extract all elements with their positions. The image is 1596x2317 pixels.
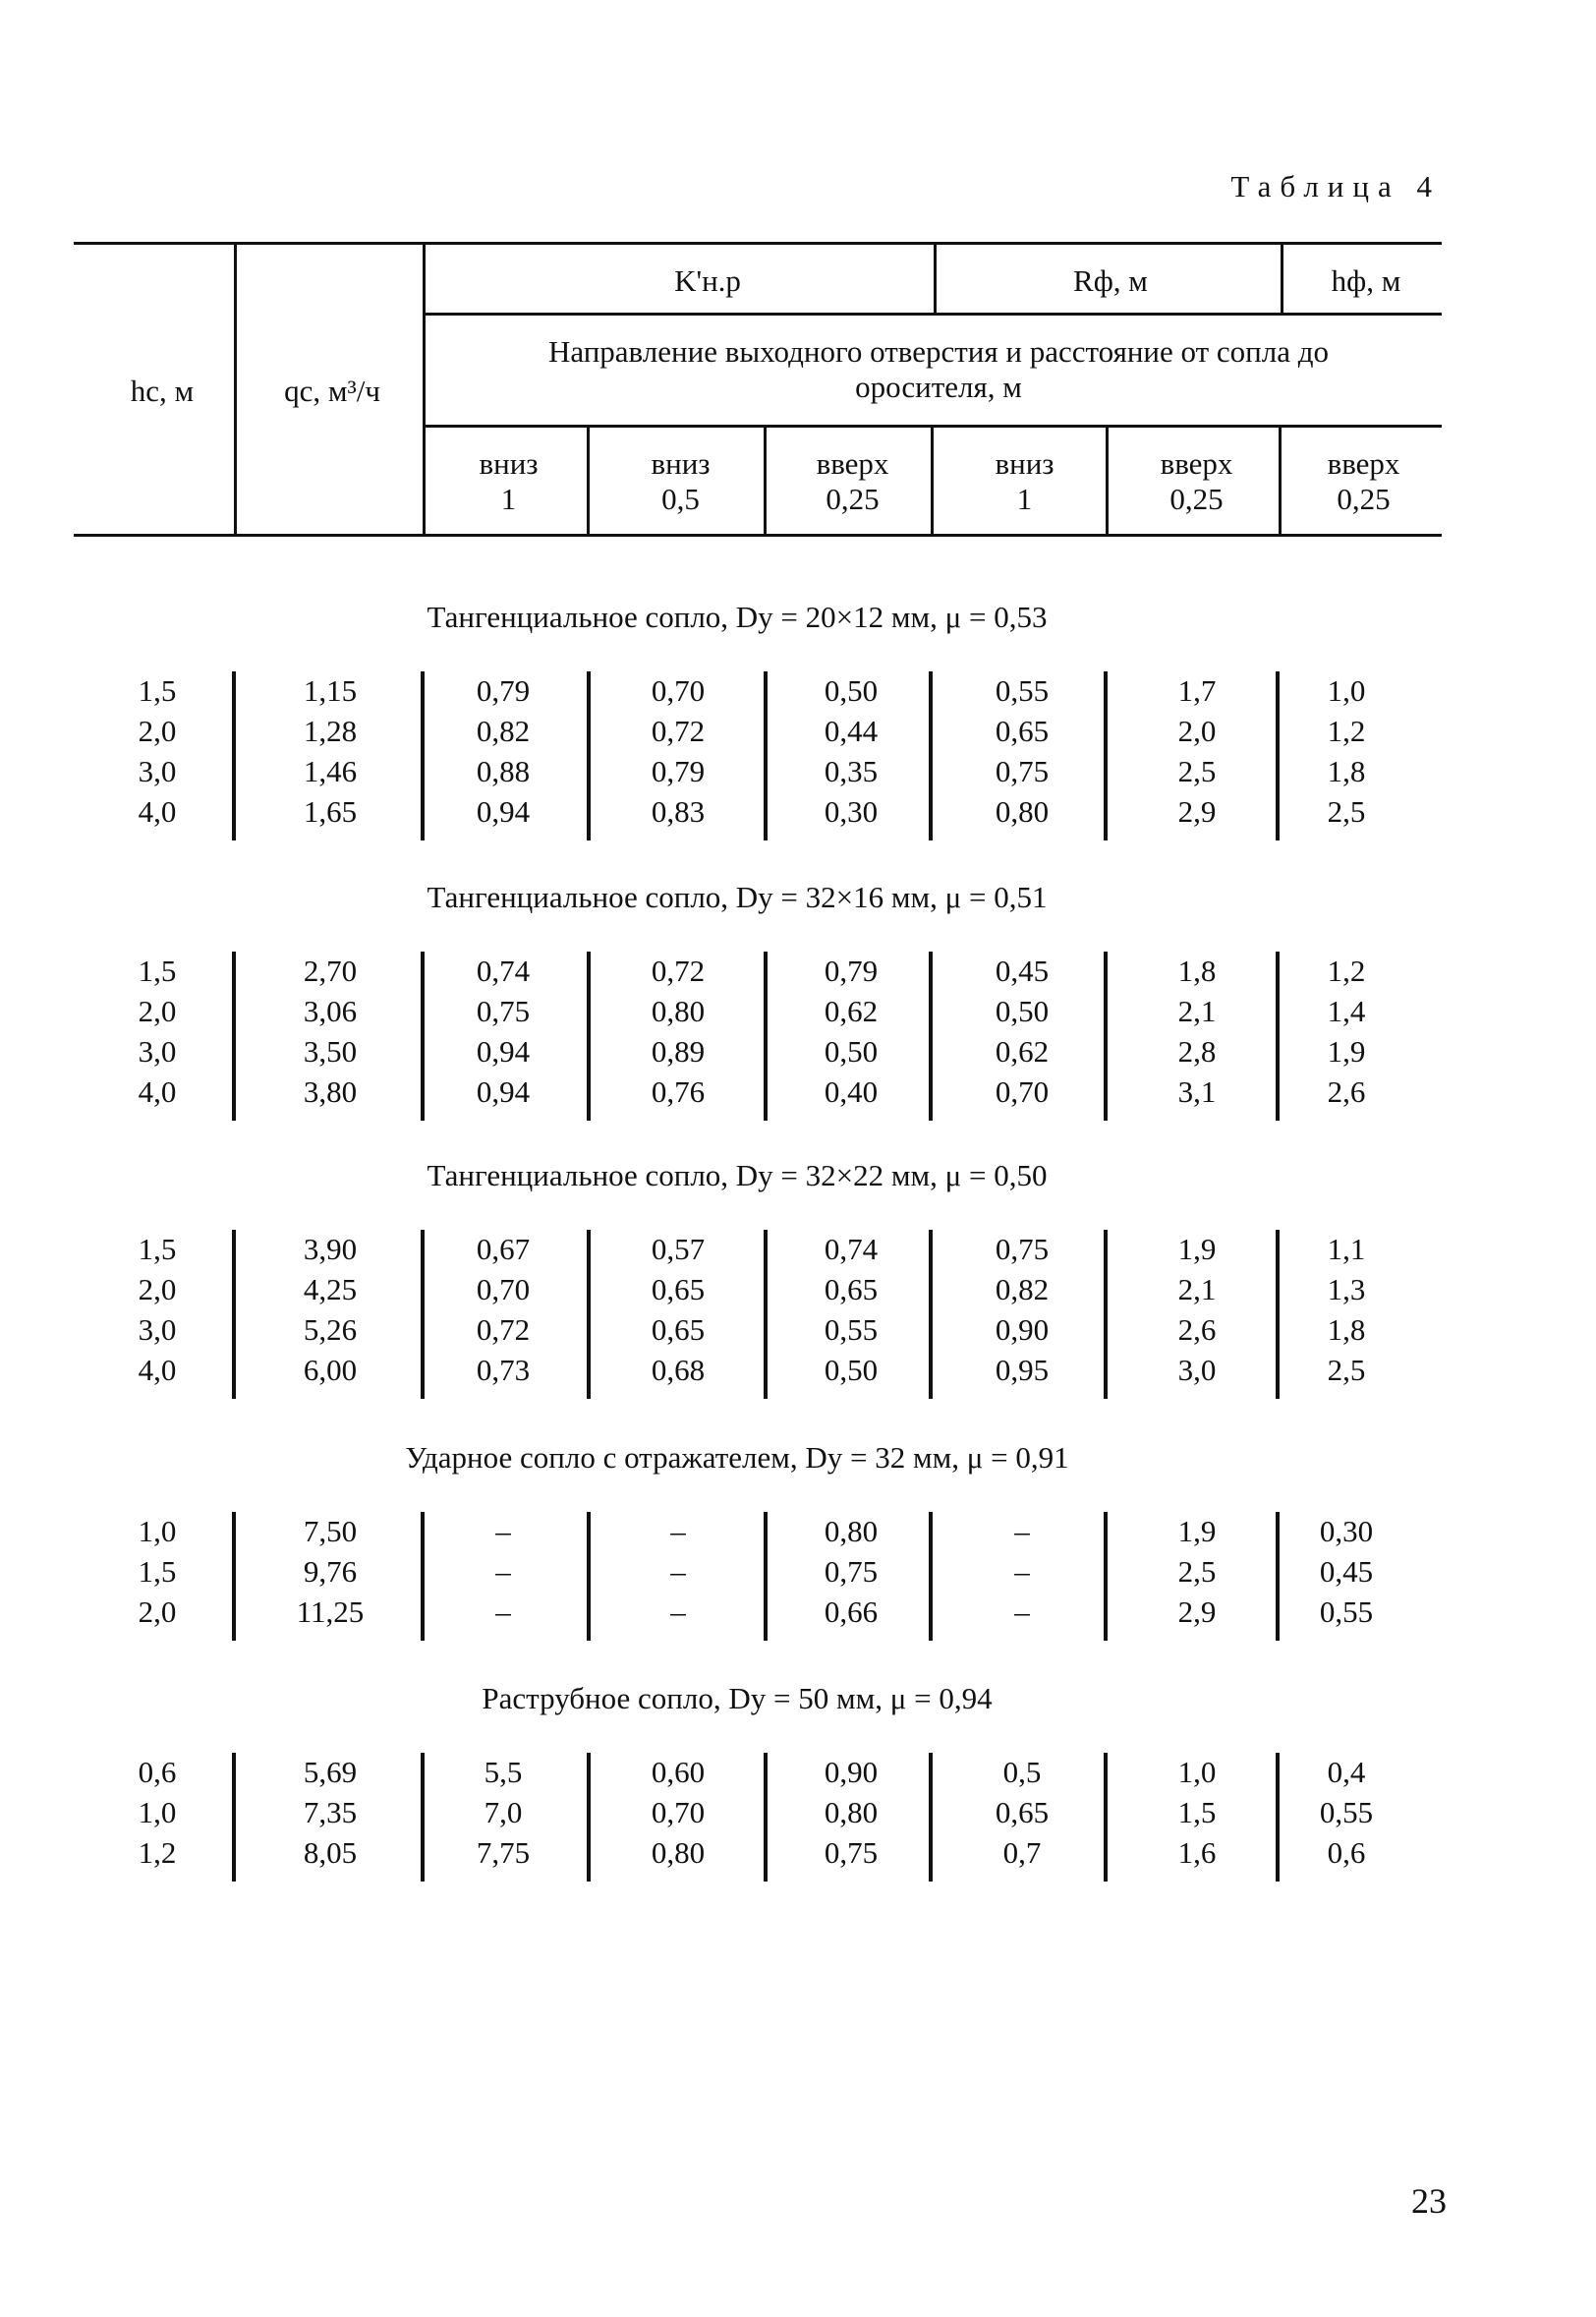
column-divider <box>587 1753 591 1882</box>
table-cell: 0,70 <box>995 1074 1050 1109</box>
table-cell: 2,9 <box>1177 794 1217 829</box>
table-cell: 0,73 <box>476 1353 531 1387</box>
table-cell: 0,57 <box>651 1232 706 1266</box>
header-vline-5 <box>587 425 590 537</box>
sub-header-1-dir: вниз <box>479 446 539 481</box>
table-cell: 8,05 <box>303 1835 358 1870</box>
table-cell: 2,8 <box>1177 1034 1217 1069</box>
column-divider <box>421 1230 425 1399</box>
table-cell: – <box>1014 1514 1030 1548</box>
table-cell: 0,4 <box>1327 1755 1366 1789</box>
table-cell: 7,0 <box>484 1795 523 1829</box>
column-divider <box>421 1512 425 1641</box>
table-cell: 7,50 <box>303 1514 358 1548</box>
column-divider <box>1276 1230 1280 1399</box>
sub-header-5-dir: вверх <box>1160 446 1233 481</box>
table-cell: 0,76 <box>651 1074 706 1109</box>
table-cell: 1,5 <box>138 1232 177 1266</box>
table-cell: 1,0 <box>1177 1755 1217 1789</box>
table-cell: 3,0 <box>1177 1353 1217 1387</box>
table-cell: 0,65 <box>651 1312 706 1347</box>
table-cell: 1,9 <box>1177 1232 1217 1266</box>
header-vline-9 <box>1279 425 1282 537</box>
table-cell: 0,6 <box>138 1755 177 1789</box>
header-vline-6 <box>764 425 767 537</box>
column-divider <box>764 952 768 1121</box>
table-cell: 1,2 <box>1327 954 1366 988</box>
page-number: 23 <box>1411 2181 1447 2221</box>
column-divider <box>1104 1512 1108 1641</box>
table-cell: 2,9 <box>1177 1594 1217 1629</box>
table-cell: 11,25 <box>296 1594 365 1629</box>
table-cell: 1,6 <box>1177 1835 1217 1870</box>
table-cell: 1,28 <box>303 714 358 748</box>
sub-header-3 <box>781 446 924 517</box>
header-hc: hс, м <box>130 374 195 408</box>
table-cell: 9,76 <box>303 1554 358 1589</box>
table-cell: 1,0 <box>138 1514 177 1548</box>
table-cell: 1,4 <box>1327 994 1366 1028</box>
table-cell: 0,80 <box>651 1835 706 1870</box>
table-cell: – <box>495 1554 511 1589</box>
table-cell: 0,72 <box>651 954 706 988</box>
table-cell: 0,72 <box>651 714 706 748</box>
header-vline-4 <box>1281 242 1283 315</box>
table-cell: 0,75 <box>824 1554 879 1589</box>
table-cell: – <box>670 1514 686 1548</box>
table-cell: 0,62 <box>995 1034 1050 1069</box>
table-cell: – <box>495 1594 511 1629</box>
column-divider <box>421 671 425 840</box>
table-cell: 2,70 <box>303 954 358 988</box>
table-cell: 0,55 <box>1319 1795 1374 1829</box>
table-cell: 3,80 <box>303 1074 358 1109</box>
sub-header-6-dir: вверх <box>1327 446 1400 481</box>
table-cell: 1,1 <box>1327 1232 1366 1266</box>
table-cell: 1,46 <box>303 754 358 788</box>
table-cell: 1,0 <box>1327 673 1366 708</box>
column-divider <box>587 1230 591 1399</box>
table-cell: 0,75 <box>824 1835 879 1870</box>
table-cell: 3,50 <box>303 1034 358 1069</box>
table-cell: 0,90 <box>824 1755 879 1789</box>
header-top-rule <box>74 242 1442 245</box>
sub-header-2-dist: 0,5 <box>661 482 700 516</box>
sub-header-6 <box>1292 446 1435 517</box>
header-qc: qс, м³/ч <box>284 374 380 408</box>
column-divider <box>232 1753 236 1882</box>
table-cell: 3,90 <box>303 1232 358 1266</box>
column-divider <box>232 1512 236 1641</box>
table-cell: 2,1 <box>1177 994 1217 1028</box>
table-cell: 1,8 <box>1327 1312 1366 1347</box>
table-cell: 0,88 <box>476 754 531 788</box>
sub-header-1-dist: 1 <box>500 482 517 516</box>
table-cell: – <box>1014 1554 1030 1589</box>
column-divider <box>929 1753 933 1882</box>
column-divider <box>764 1230 768 1399</box>
table-cell: – <box>670 1554 686 1589</box>
table-cell: 0,50 <box>824 1353 879 1387</box>
table-cell: 0,65 <box>995 1795 1050 1829</box>
section-title: Тангенциальное сопло, Dу = 32×22 мм, μ = 0,50 <box>427 1158 1048 1192</box>
header-vline-7 <box>931 425 934 537</box>
table-cell: 6,00 <box>303 1353 358 1387</box>
table-cell: 0,83 <box>651 794 706 829</box>
table-cell: 1,15 <box>303 673 358 708</box>
table-cell: 0,80 <box>824 1514 879 1548</box>
table-cell: 0,40 <box>824 1074 879 1109</box>
sub-header-1 <box>442 446 575 517</box>
table-cell: 0,74 <box>824 1232 879 1266</box>
column-divider <box>421 1753 425 1882</box>
column-divider <box>232 1230 236 1399</box>
table-cell: 4,0 <box>138 1353 177 1387</box>
table-cell: 2,6 <box>1177 1312 1217 1347</box>
table-cell: 0,66 <box>824 1594 879 1629</box>
table-cell: 2,0 <box>138 994 177 1028</box>
table-cell: 1,2 <box>138 1835 177 1870</box>
column-divider <box>929 1512 933 1641</box>
table-cell: 0,70 <box>651 673 706 708</box>
header-bottom-rule <box>74 534 1442 537</box>
table-cell: 0,82 <box>476 714 531 748</box>
table-cell: 1,3 <box>1327 1272 1366 1306</box>
table-cell: 2,1 <box>1177 1272 1217 1306</box>
table-cell: 0,44 <box>824 714 879 748</box>
header-k-group: K'н.р <box>674 263 741 298</box>
column-divider <box>587 1512 591 1641</box>
table-cell: 1,5 <box>138 954 177 988</box>
table-cell: 0,94 <box>476 1074 531 1109</box>
sub-header-3-dist: 0,25 <box>826 482 880 516</box>
header-direction: Направление выходного отверстия и расстояние от сопла до оросителя, м <box>547 334 1330 404</box>
table-cell: 0,55 <box>1319 1594 1374 1629</box>
header-vline-1 <box>234 242 237 537</box>
table-cell: 0,55 <box>995 673 1050 708</box>
column-divider <box>1276 671 1280 840</box>
table-cell: 5,26 <box>303 1312 358 1347</box>
table-cell: 0,50 <box>824 1034 879 1069</box>
table-cell: 0,67 <box>476 1232 531 1266</box>
column-divider <box>1276 952 1280 1121</box>
table-cell: 3,0 <box>138 1034 177 1069</box>
column-divider <box>1276 1512 1280 1641</box>
sub-header-3-dir: вверх <box>816 446 889 481</box>
column-divider <box>1104 671 1108 840</box>
table-cell: 0,89 <box>651 1034 706 1069</box>
table-cell: 0,30 <box>824 794 879 829</box>
column-divider <box>232 671 236 840</box>
column-divider <box>764 671 768 840</box>
table-cell: 3,0 <box>138 1312 177 1347</box>
column-divider <box>421 952 425 1121</box>
table-cell: – <box>495 1514 511 1548</box>
table-cell: 0,30 <box>1319 1514 1374 1548</box>
column-divider <box>764 1753 768 1882</box>
header-vline-3 <box>934 242 937 315</box>
table-cell: 0,74 <box>476 954 531 988</box>
table-cell: 0,79 <box>824 954 879 988</box>
column-divider <box>232 952 236 1121</box>
table-cell: 2,0 <box>138 1272 177 1306</box>
table-cell: 1,2 <box>1327 714 1366 748</box>
table-cell: 0,65 <box>995 714 1050 748</box>
table-cell: 0,60 <box>651 1755 706 1789</box>
column-divider <box>587 671 591 840</box>
column-divider <box>1276 1753 1280 1882</box>
column-divider <box>929 1230 933 1399</box>
table-cell: 0,5 <box>1002 1755 1042 1789</box>
table-cell: 0,72 <box>476 1312 531 1347</box>
column-divider <box>929 671 933 840</box>
table-cell: – <box>670 1594 686 1629</box>
table-cell: 0,50 <box>824 673 879 708</box>
section-title: Раструбное сопло, Dу = 50 мм, μ = 0,94 <box>482 1681 993 1715</box>
table-cell: 7,35 <box>303 1795 358 1829</box>
table-cell: 0,35 <box>824 754 879 788</box>
table-cell: 0,75 <box>995 1232 1050 1266</box>
table-cell: 0,80 <box>995 794 1050 829</box>
table-cell: 2,0 <box>1177 714 1217 748</box>
table-cell: 5,5 <box>484 1755 523 1789</box>
table-cell: 0,65 <box>651 1272 706 1306</box>
table-cell: 0,75 <box>476 994 531 1028</box>
column-divider <box>764 1512 768 1641</box>
table-cell: 4,25 <box>303 1272 358 1306</box>
table-cell: 2,5 <box>1327 1353 1366 1387</box>
table-cell: 0,68 <box>651 1353 706 1387</box>
table-cell: 0,70 <box>476 1272 531 1306</box>
header-r-group: Rф, м <box>1073 263 1148 298</box>
table-cell: 0,82 <box>995 1272 1050 1306</box>
table-cell: 0,7 <box>1002 1835 1042 1870</box>
sub-header-2-dir: вниз <box>651 446 711 481</box>
header-h-group: hф, м <box>1331 263 1401 298</box>
table-cell: 2,6 <box>1327 1074 1366 1109</box>
table-cell: 1,9 <box>1327 1034 1366 1069</box>
table-cell: 1,8 <box>1177 954 1217 988</box>
table-cell: 0,79 <box>651 754 706 788</box>
column-divider <box>929 952 933 1121</box>
section-title: Ударное сопло с отражателем, Dу = 32 мм, μ = 0,91 <box>405 1440 1069 1475</box>
table-cell: 1,5 <box>138 673 177 708</box>
table-cell: 1,65 <box>303 794 358 829</box>
table-cell: 1,7 <box>1177 673 1217 708</box>
header-vline-2 <box>423 242 426 537</box>
sub-header-4-dist: 1 <box>1016 482 1033 516</box>
table-cell: – <box>1014 1594 1030 1629</box>
column-divider <box>1104 952 1108 1121</box>
table-cell: 5,69 <box>303 1755 358 1789</box>
table-caption: Таблица 4 <box>1230 169 1441 203</box>
table-cell: 0,70 <box>651 1795 706 1829</box>
header-vline-8 <box>1106 425 1109 537</box>
table-cell: 0,45 <box>995 954 1050 988</box>
table-cell: 4,0 <box>138 794 177 829</box>
sub-header-4-dir: вниз <box>995 446 1054 481</box>
table-cell: 0,94 <box>476 794 531 829</box>
section-title: Тангенциальное сопло, Dу = 20×12 мм, μ = 0,53 <box>427 600 1048 634</box>
table-cell: 2,5 <box>1177 1554 1217 1589</box>
table-cell: 0,95 <box>995 1353 1050 1387</box>
sub-header-2 <box>609 446 752 517</box>
table-cell: 0,62 <box>824 994 879 1028</box>
sub-header-4 <box>953 446 1096 517</box>
table-cell: 2,5 <box>1327 794 1366 829</box>
table-cell: 3,1 <box>1177 1074 1217 1109</box>
section-title: Тангенциальное сопло, Dу = 32×16 мм, μ = 0,51 <box>427 880 1048 914</box>
table-cell: 4,0 <box>138 1074 177 1109</box>
table-cell: 0,65 <box>824 1272 879 1306</box>
sub-header-5-dist: 0,25 <box>1169 482 1224 516</box>
table-cell: 0,45 <box>1319 1554 1374 1589</box>
table-cell: 2,0 <box>138 1594 177 1629</box>
table-cell: 2,5 <box>1177 754 1217 788</box>
table-cell: 2,0 <box>138 714 177 748</box>
table-cell: 0,79 <box>476 673 531 708</box>
table-cell: 1,5 <box>138 1554 177 1589</box>
table-cell: 0,75 <box>995 754 1050 788</box>
table-cell: 0,94 <box>476 1034 531 1069</box>
column-divider <box>587 952 591 1121</box>
table-cell: 0,80 <box>651 994 706 1028</box>
table-cell: 0,50 <box>995 994 1050 1028</box>
table-cell: 0,6 <box>1327 1835 1366 1870</box>
table-cell: 3,0 <box>138 754 177 788</box>
table-cell: 0,90 <box>995 1312 1050 1347</box>
table-cell: 0,80 <box>824 1795 879 1829</box>
table-cell: 1,8 <box>1327 754 1366 788</box>
table-cell: 1,5 <box>1177 1795 1217 1829</box>
table-cell: 1,9 <box>1177 1514 1217 1548</box>
column-divider <box>1104 1753 1108 1882</box>
sub-header-5 <box>1125 446 1268 517</box>
column-divider <box>1104 1230 1108 1399</box>
sub-header-6-dist: 0,25 <box>1337 482 1391 516</box>
table-cell: 1,0 <box>138 1795 177 1829</box>
table-cell: 7,75 <box>476 1835 531 1870</box>
table-cell: 0,55 <box>824 1312 879 1347</box>
table-cell: 3,06 <box>303 994 358 1028</box>
